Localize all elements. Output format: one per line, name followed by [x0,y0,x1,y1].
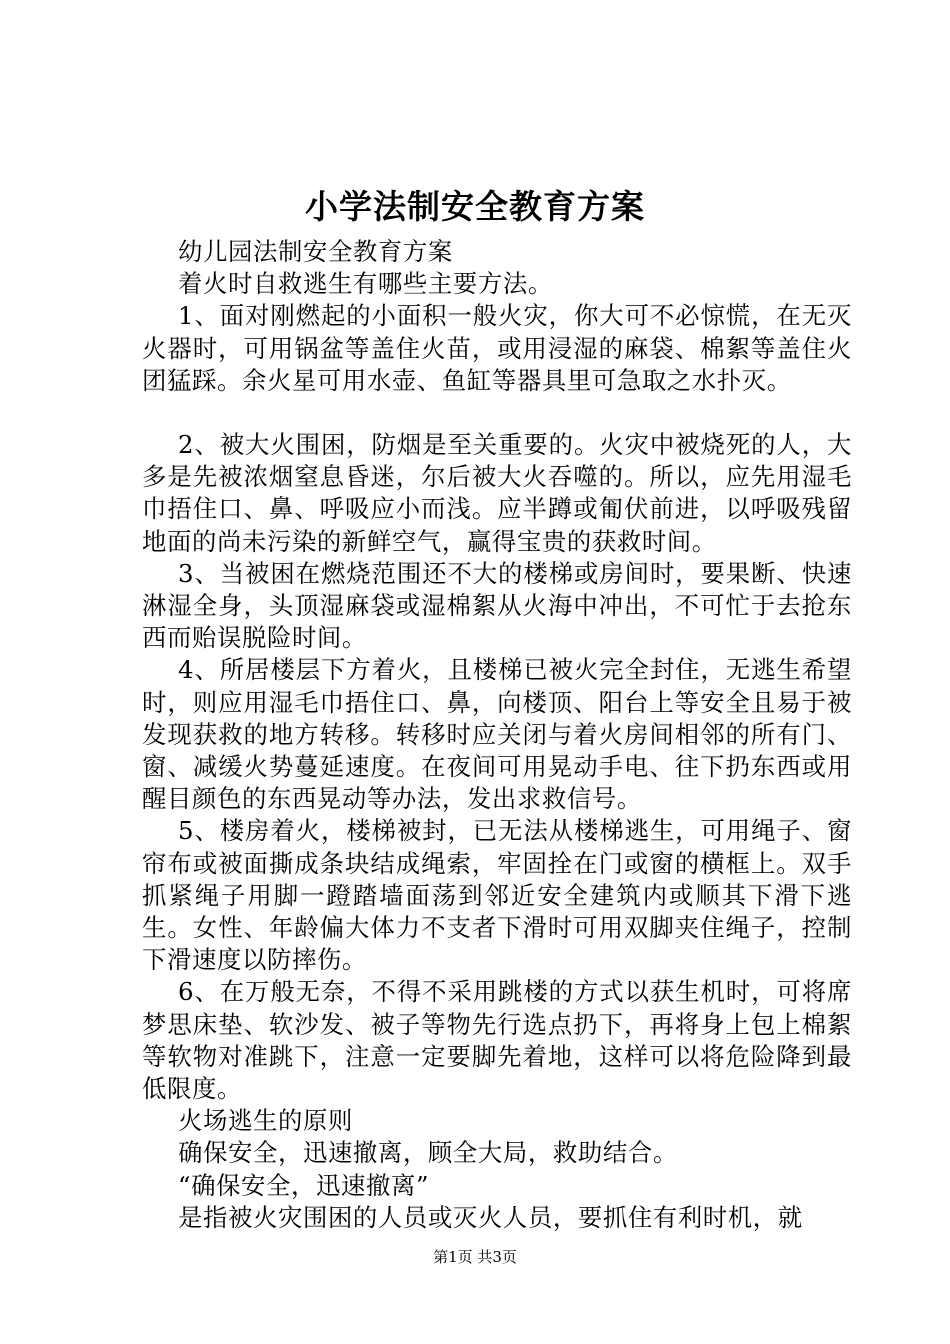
page-title: 小学法制安全教育方案 [305,187,645,226]
paragraph-method-5: 5、楼房着火，楼梯被封，已无法从楼梯逃生，可用绳子、窗帘布或被面撕成条块结成绳索，牢固拴在门或窗的横框上。双手抓紧绳子用脚一蹬踏墙面荡到邻近安全建筑内或顺其下滑下逃生。女性、年龄偏大体力不支者下滑时可用双脚夹住绳子，控制下滑速度以防摔伤。 [142,816,852,975]
paragraph-question: 着火时自救逃生有哪些主要方法。 [178,269,553,299]
document-body [142,236,852,1234]
paragraph-method-3: 3、当被困在燃烧范围还不大的楼梯或房间时，要果断、快速淋湿全身，头顶湿麻袋或湿棉絮从火海中冲出，不可忙于去抢东西而贻误脱险时间。 [142,558,852,653]
paragraph-subtitle: 幼儿园法制安全教育方案 [178,237,453,266]
paragraph-principle-explanation: 是指被火灾围困的人员或灭火人员，要抓住有利时机，就 [178,1202,803,1232]
paragraph-method-4: 4、所居楼层下方着火，且楼梯已被火完全封住，无逃生希望时，则应用湿毛巾捂住口、鼻，向楼顶、阳台上等安全且易于被发现获救的地方转移。转移时应关闭与着火房间相邻的所有门、窗、减缓火势蔓延速度。在夜间可用晃动手电、往下扔东西或用醒目颜色的东西晃动等办法，发出求救信号。 [142,655,852,814]
paragraph-principle-summary: 确保安全，迅速撤离，顾全大局，救助结合。 [178,1138,678,1168]
paragraph-principle-quote: “确保安全，迅速撤离” [178,1170,430,1200]
paragraph-method-6: 6、在万般无奈，不得不采用跳楼的方式以获生机时，可将席梦思床垫、软沙发、被子等物先行选点扔下，再将身上包上棉絮等软物对准跳下，注意一定要脚先着地，这样可以将危险降到最低限度。 [142,977,852,1104]
page-footer: 第1页 共3页 [433,1248,517,1266]
paragraph-principle-heading: 火场逃生的原则 [178,1106,353,1136]
paragraph-method-1: 1、面对刚燃起的小面积一般火灾，你大可不必惊慌，在无灭火器时，可用锅盆等盖住火苗，或用浸湿的麻袋、棉絮等盖住火团猛踩。余火星可用水壶、鱼缸等器具里可急取之水扑灭。 [142,301,852,395]
paragraph-method-2: 2、被大火围困，防烟是至关重要的。火灾中被烧死的人，大多是先被浓烟窒息昏迷，尔后被大火吞噬的。所以，应先用湿毛巾捂住口、鼻、呼吸应小而浅。应半蹲或匍伏前进，以呼吸残留地面的尚未污染的新鲜空气，赢得宝贵的获救时间。 [142,430,852,556]
